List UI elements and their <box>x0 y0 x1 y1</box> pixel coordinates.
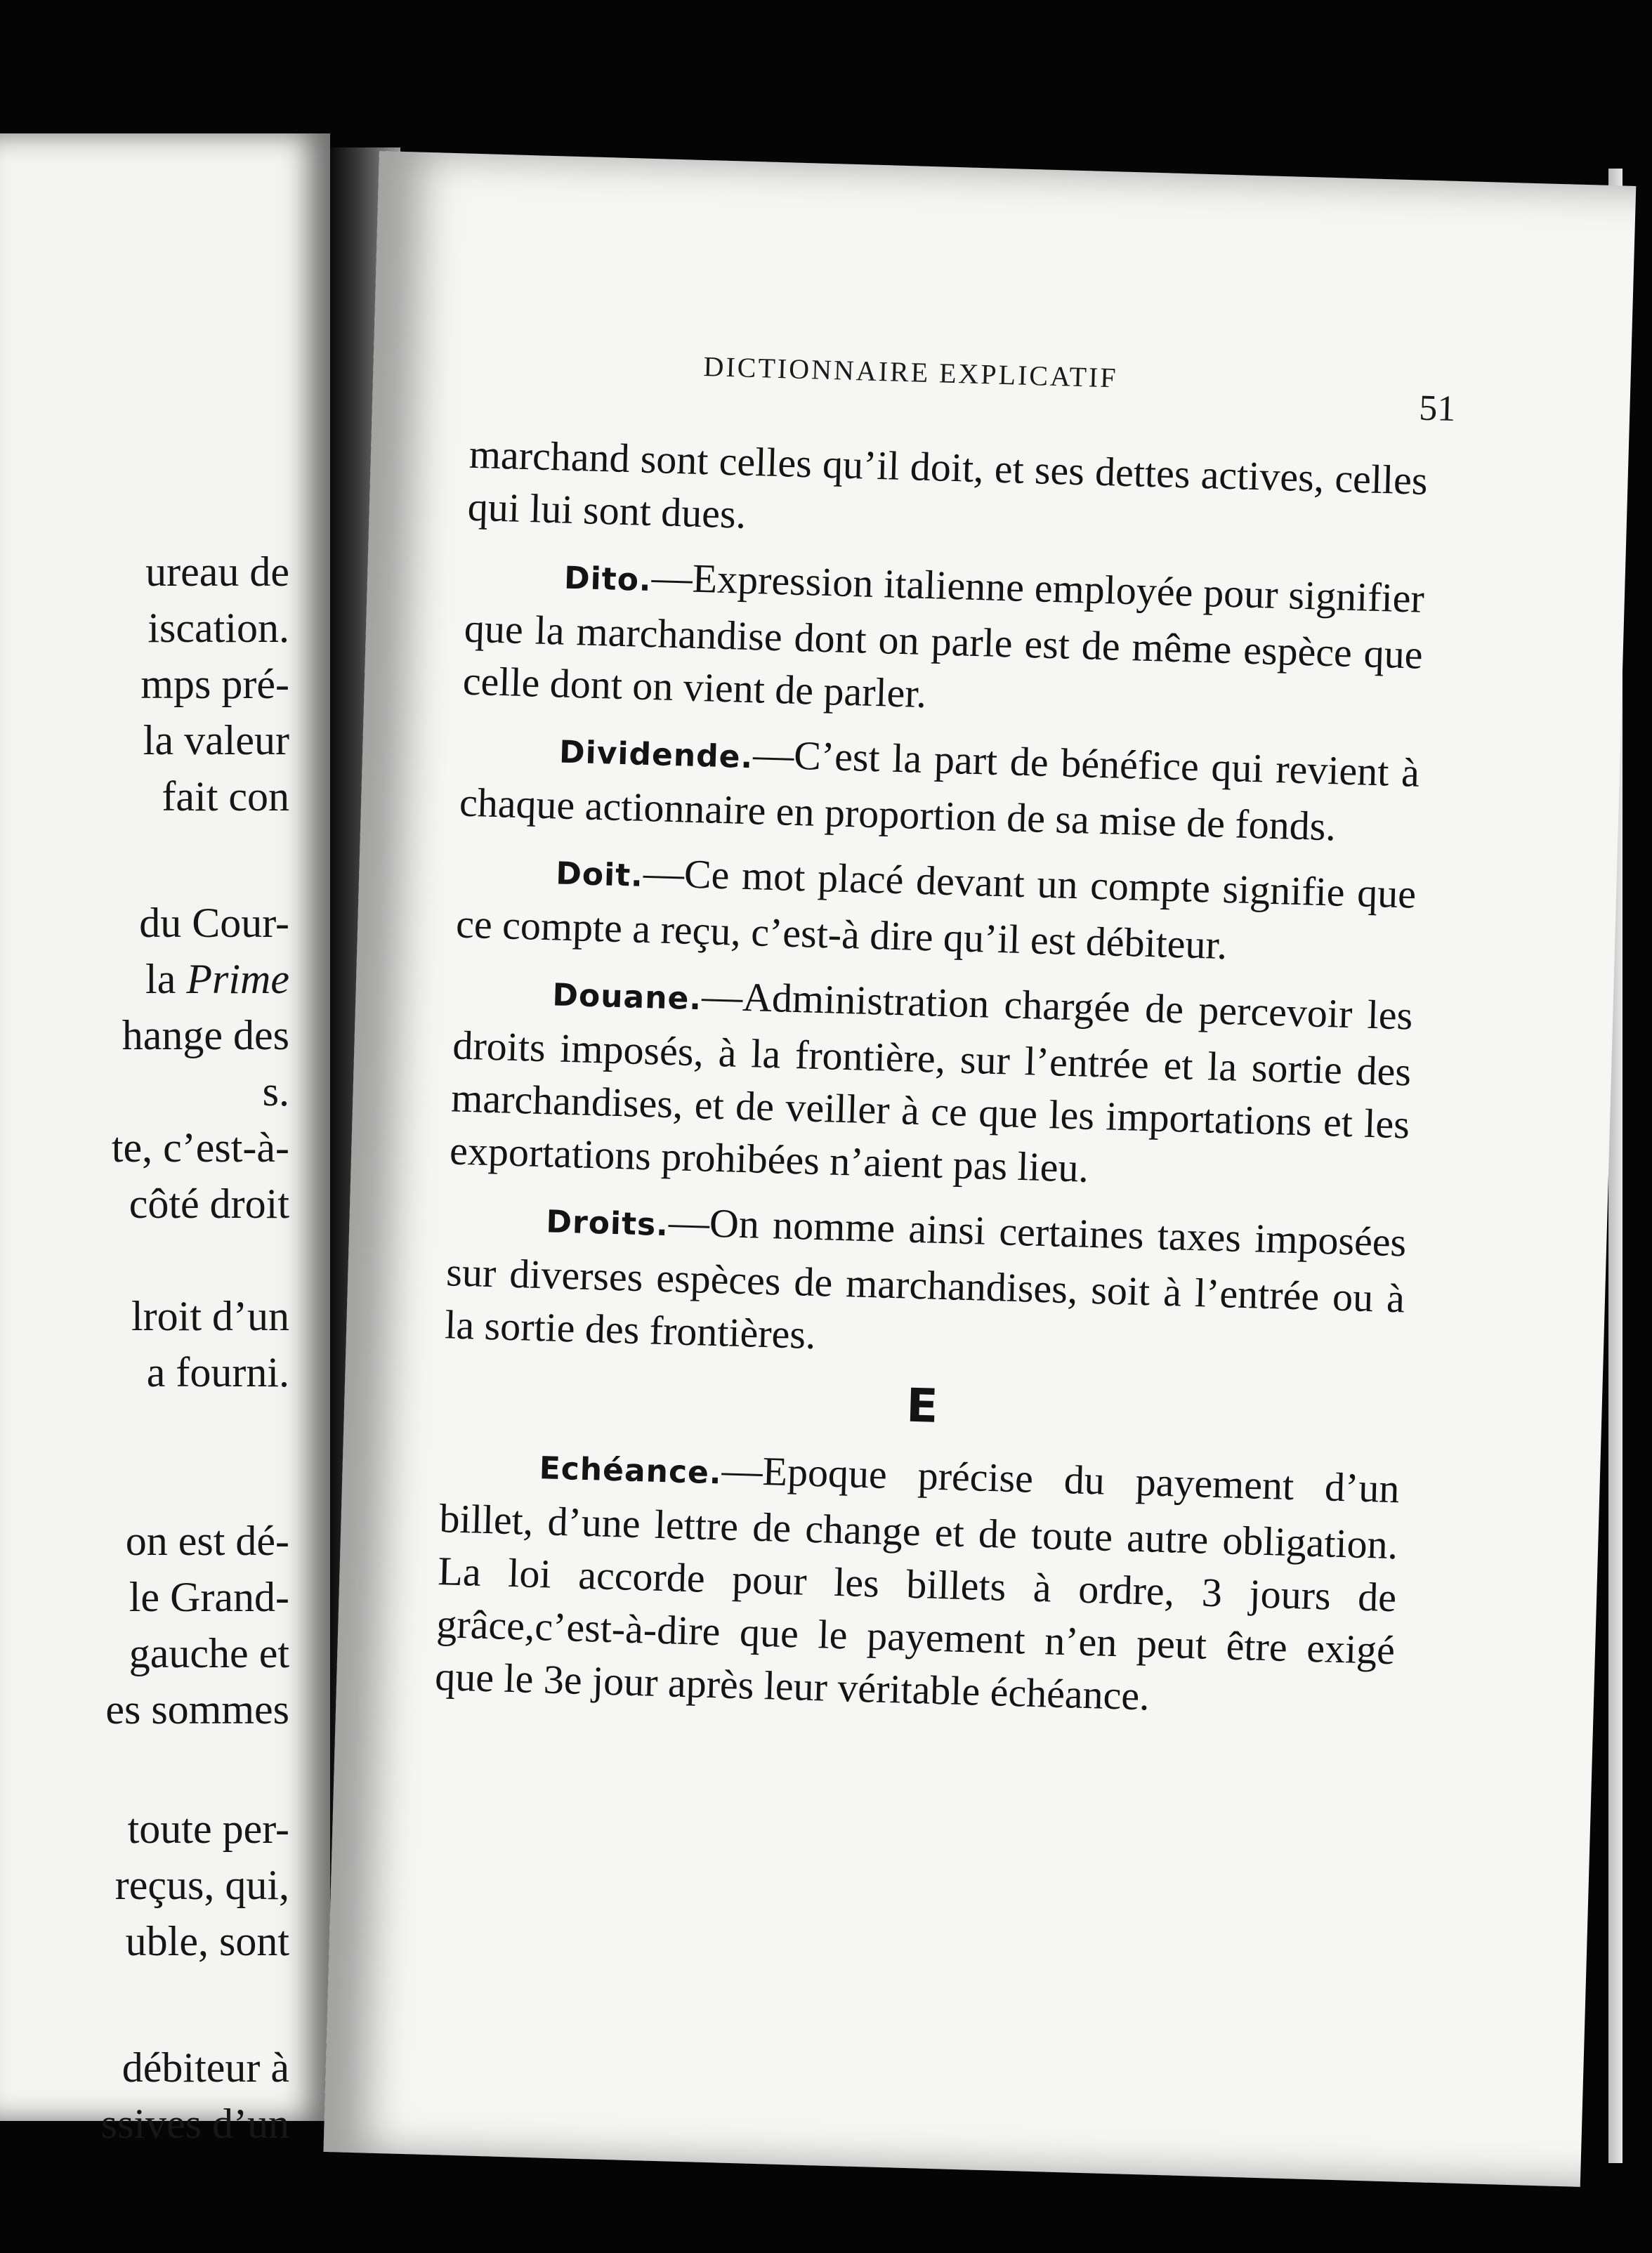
entry-headword: Droits. <box>545 1204 669 1244</box>
left-facing-page <box>0 133 330 2147</box>
section-letter: E <box>905 1378 939 1433</box>
left-page-line: es sommes <box>105 1686 289 1733</box>
entry-body: —Expression italienne employée pour signifier que la marchandise dont on parle est de même espèce que celle dont on vient de parler. <box>462 554 1425 717</box>
right-page <box>323 151 1636 2187</box>
entry-body: marchand sont celles qu’il doit, et ses dettes actives, celles qui lui sont dues. <box>467 431 1429 537</box>
left-page-line: le Grand- <box>129 1574 289 1620</box>
entry-headword: Dito. <box>563 560 653 599</box>
left-page-line: la Prime <box>145 956 289 1002</box>
left-page-line: uble, sont <box>125 1918 289 1964</box>
left-page-line: ssives d’un <box>100 2101 289 2147</box>
entry-body: —Administration chargée de percevoir les droits imposés, à la frontière, sur l’entrée et la sortie des marchandises, et de veiller à ce que les importations et les exportations prohibées n’aient pas lieu. <box>449 973 1414 1191</box>
left-page-line: débiteur à <box>122 2044 289 2091</box>
left-page-line: la valeur <box>143 717 289 763</box>
left-page-line: lroit d’un <box>131 1293 289 1339</box>
left-page-line: fait con <box>162 773 289 820</box>
entry-doit <box>455 841 1417 977</box>
left-page-line: hange des <box>122 1012 289 1058</box>
left-page-line: toute per- <box>127 1806 289 1852</box>
left-page-line: côté droit <box>129 1181 289 1227</box>
left-page-line: a fourni. <box>146 1349 289 1395</box>
dictionary-text <box>434 428 1429 1742</box>
left-page-line: du Cour- <box>139 900 289 946</box>
entry-droits <box>444 1189 1407 1377</box>
entry-headword: Dividende. <box>558 734 754 776</box>
page-number: 51 <box>1418 388 1457 429</box>
entry-dividende <box>459 720 1420 855</box>
left-page-line: iscation. <box>148 605 289 651</box>
entry-body: —C’est la part de bénéfice qui revient à chaque actionnaire en proportion de sa mise de fonds. <box>459 731 1420 850</box>
entry-headword: Echéance. <box>539 1450 723 1492</box>
entry-body: —Ce mot placé devant un compte signifie que ce compte a reçu, c’est-à dire qu’il est débiteur. <box>455 849 1417 968</box>
entry-echeance <box>434 1436 1400 1729</box>
left-page-line: gauche et <box>129 1630 289 1676</box>
entry-continuation <box>467 428 1429 560</box>
entry-headword: Douane. <box>551 977 702 1018</box>
left-page-line: on est dé- <box>125 1518 289 1564</box>
left-page-line: ureau de <box>145 549 289 595</box>
left-page-line: s. <box>262 1068 289 1115</box>
running-title: DICTIONNAIRE EXPLICATIF <box>702 350 1119 394</box>
entry-body: —Epoque précise du payement d’un billet, d’une lettre de change et de toute autre obligation. La loi accorde pour les billets à ordre, 3 jours de grâce,c’est-à-dire que le payement n’en peut être exigé que le 3e jour après leur véritable échéance. <box>434 1447 1401 1719</box>
left-page-line: te, c’est-à- <box>111 1124 289 1171</box>
left-page-line: reçus, qui, <box>114 1862 289 1908</box>
entry-body: —On nomme ainsi certaines taxes imposées sur diverses espèces de marchandises, soit à l’entrée ou à la sortie des frontières. <box>444 1199 1408 1358</box>
entry-headword: Doit. <box>555 855 644 894</box>
entry-dito <box>462 546 1425 734</box>
entry-douane <box>449 962 1413 1203</box>
left-page-line: mps pré- <box>140 661 289 707</box>
